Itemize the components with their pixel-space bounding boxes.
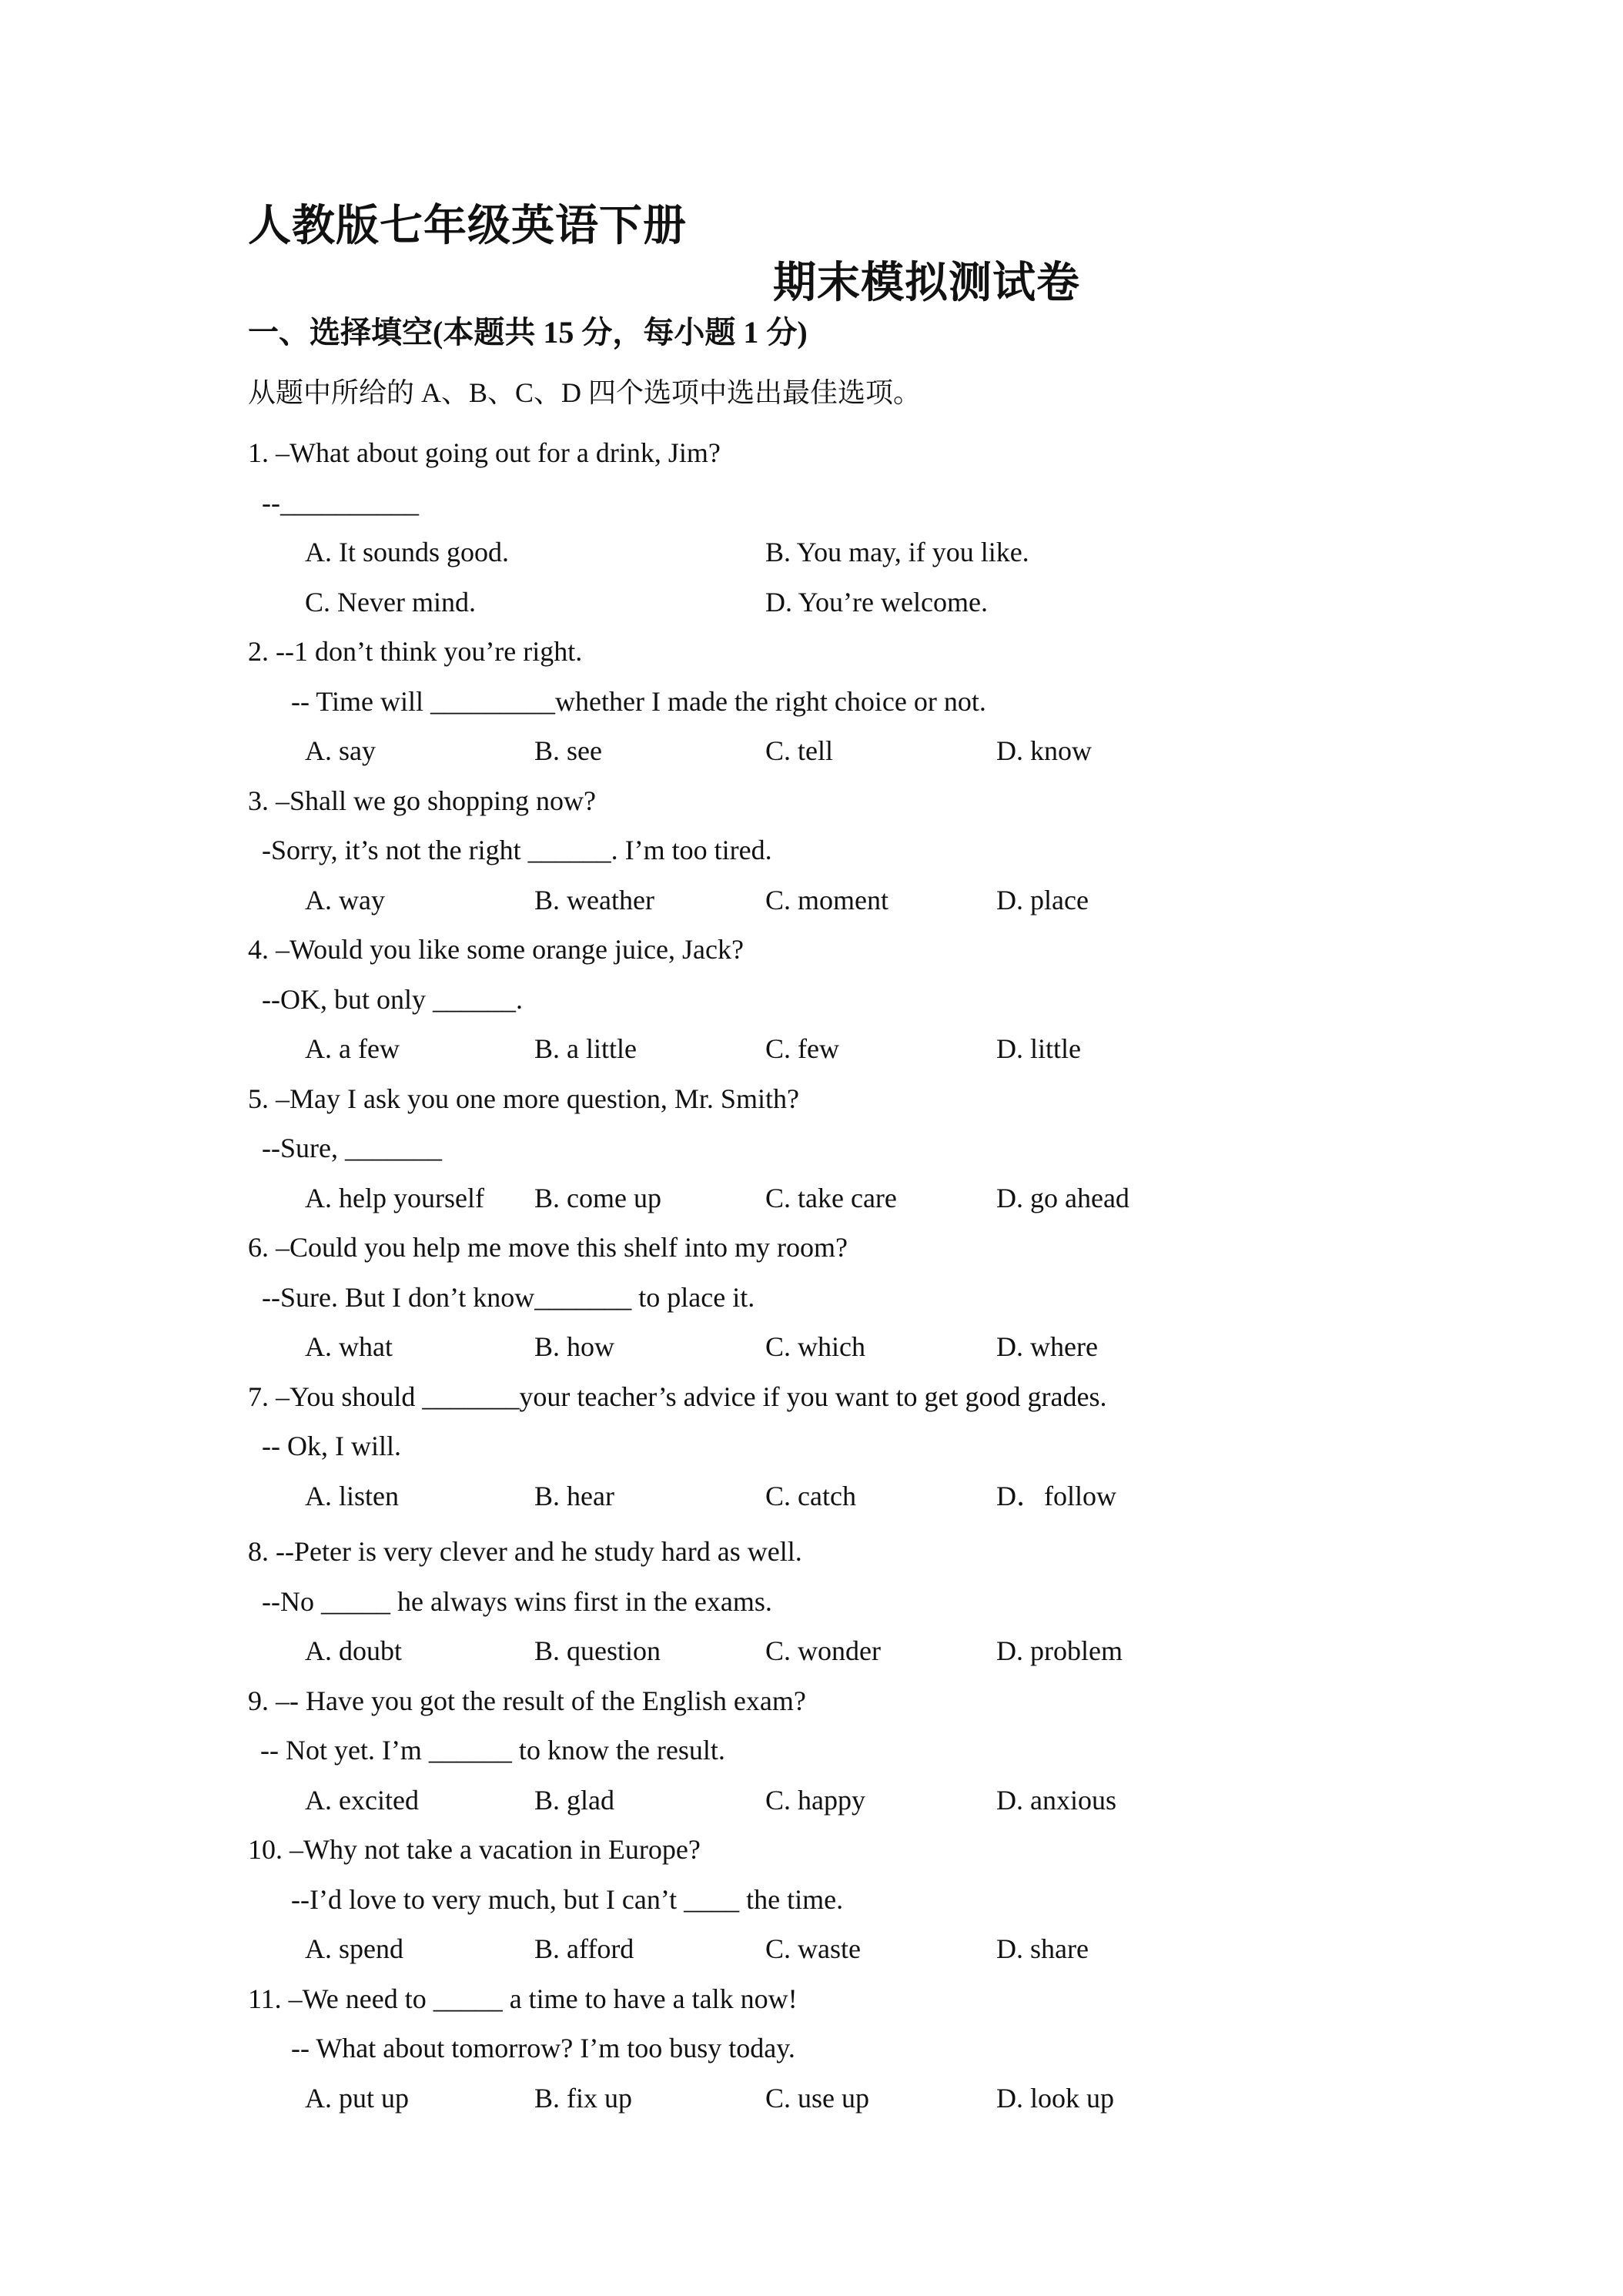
question-stem: 10. –Why not take a vacation in Europe?	[248, 1834, 701, 1865]
answer-option[interactable]: D. look up	[996, 2082, 1114, 2114]
document-title: 人教版七年级英语下册	[248, 202, 687, 250]
answer-option[interactable]: C. waste	[765, 1933, 861, 1964]
question-reply: -- Not yet. I’m ______ to know the result.	[260, 1735, 725, 1766]
answer-option[interactable]: D. go ahead	[996, 1182, 1129, 1213]
answer-option[interactable]: A. spend	[305, 1933, 403, 1964]
answer-option[interactable]: B. question	[534, 1635, 661, 1666]
options-row	[248, 2073, 1557, 2124]
options-row	[248, 577, 1557, 628]
question-item	[248, 1974, 1557, 2124]
question-reply: --No _____ he always wins first in the exams.	[262, 1585, 772, 1617]
answer-option[interactable]: D. anxious	[996, 1784, 1116, 1816]
answer-option[interactable]: B. afford	[534, 1933, 634, 1964]
answer-option[interactable]: D．follow	[996, 1480, 1116, 1511]
options-row	[248, 1322, 1557, 1372]
answer-option[interactable]: A. say	[305, 735, 376, 766]
section-instruction: 从题中所给的 A、B、C、D 四个选项中选出最佳选项。	[248, 377, 922, 408]
question-item	[248, 627, 1557, 776]
document-subtitle: 期末模拟测试卷	[773, 259, 1080, 307]
answer-option[interactable]: D. share	[996, 1933, 1089, 1964]
answer-option[interactable]: B. how	[534, 1331, 615, 1362]
options-row	[248, 1776, 1557, 1826]
question-item	[248, 1676, 1557, 1826]
options-row	[248, 527, 1557, 577]
question-reply: -Sorry, it’s not the right ______. I’m too tired.	[262, 835, 772, 865]
answer-option[interactable]: C. use up	[765, 2082, 869, 2114]
question-reply: -- What about tomorrow? I’m too busy today.	[291, 2033, 795, 2063]
options-row	[248, 726, 1557, 776]
question-item	[248, 1527, 1557, 1676]
answer-option[interactable]: C. Never mind.	[305, 586, 476, 618]
answer-option[interactable]: A. a few	[305, 1033, 400, 1064]
question-item	[248, 776, 1557, 925]
answer-option[interactable]: A. put up	[305, 2082, 409, 2114]
question-reply: --I’d love to very much, but I can’t ____ the time.	[291, 1883, 844, 1915]
answer-option[interactable]: B. fix up	[534, 2082, 633, 2114]
answer-option[interactable]: C. which	[765, 1331, 865, 1362]
spacer	[248, 1521, 1557, 1527]
answer-option[interactable]: A. It sounds good.	[305, 537, 510, 567]
answer-option[interactable]: D. You’re welcome.	[765, 586, 988, 618]
answer-option[interactable]: B. weather	[534, 884, 654, 915]
question-reply: -- Time will _________whether I made the right choice or not.	[291, 685, 986, 717]
answer-option[interactable]: B. see	[534, 735, 602, 766]
options-row	[248, 1471, 1557, 1521]
question-item	[248, 1074, 1557, 1223]
answer-option[interactable]: A. what	[305, 1331, 393, 1362]
answer-option[interactable]: C. tell	[765, 735, 833, 766]
question-stem: 9. –- Have you got the result of the English exam?	[248, 1685, 806, 1716]
question-reply: -- Ok, I will.	[262, 1431, 401, 1461]
question-stem: 2. --1 don’t think you’re right.	[248, 636, 583, 667]
question-reply: --Sure. But I don’t know_______ to place it.	[262, 1281, 755, 1313]
question-reply: --Sure, _______	[262, 1133, 442, 1163]
answer-option[interactable]: C. catch	[765, 1480, 856, 1511]
answer-option[interactable]: C. happy	[765, 1784, 865, 1816]
answer-option[interactable]: B. come up	[534, 1182, 661, 1213]
question-stem: 1. –What about going out for a drink, Jim?	[248, 437, 721, 468]
options-row	[248, 1173, 1557, 1223]
options-row	[248, 1024, 1557, 1074]
question-reply: --__________	[262, 487, 419, 518]
question-stem: 4. –Would you like some orange juice, Jack?	[248, 934, 744, 965]
question-stem: 11. –We need to _____ a time to have a talk now!	[248, 1983, 798, 2014]
question-item	[248, 1223, 1557, 1372]
answer-option[interactable]: A. help yourself	[305, 1182, 484, 1213]
answer-option[interactable]: B. glad	[534, 1784, 614, 1816]
answer-option[interactable]: B. You may, if you like.	[765, 537, 1029, 567]
question-stem: 7. –You should _______your teacher’s advice if you want to get good grades.	[248, 1381, 1107, 1412]
answer-option[interactable]: D. little	[996, 1033, 1081, 1064]
answer-option[interactable]: A. way	[305, 884, 385, 915]
answer-option[interactable]: C. wonder	[765, 1635, 881, 1666]
answer-option[interactable]: C. few	[765, 1033, 839, 1064]
answer-option[interactable]: A. listen	[305, 1480, 399, 1511]
answer-option[interactable]: D. place	[996, 884, 1089, 915]
section-heading: 一、选择填空(本题共 15 分，每小题 1 分)	[248, 315, 808, 350]
question-item	[248, 428, 1557, 627]
answer-option[interactable]: D. know	[996, 735, 1092, 766]
answer-option[interactable]: D. problem	[996, 1635, 1123, 1666]
question-stem: 5. –May I ask you one more question, Mr. Smith?	[248, 1083, 799, 1114]
question-item	[248, 1372, 1557, 1521]
answer-option[interactable]: C. moment	[765, 884, 888, 915]
answer-option[interactable]: B. hear	[534, 1480, 614, 1511]
options-row	[248, 875, 1557, 925]
answer-option[interactable]: C. take care	[765, 1182, 897, 1213]
question-item	[248, 925, 1557, 1074]
question-stem: 3. –Shall we go shopping now?	[248, 785, 596, 816]
answer-option[interactable]: A. excited	[305, 1784, 419, 1816]
question-list	[248, 428, 1557, 2123]
question-item	[248, 1825, 1557, 1974]
options-row	[248, 1924, 1557, 1974]
question-stem: 6. –Could you help me move this shelf into my room?	[248, 1232, 848, 1263]
answer-option[interactable]: B. a little	[534, 1033, 637, 1064]
question-reply: --OK, but only ______.	[262, 983, 523, 1015]
answer-option[interactable]: A. doubt	[305, 1635, 402, 1666]
options-row	[248, 1626, 1557, 1676]
answer-option[interactable]: D. where	[996, 1331, 1098, 1362]
question-stem: 8. --Peter is very clever and he study hard as well.	[248, 1536, 802, 1567]
